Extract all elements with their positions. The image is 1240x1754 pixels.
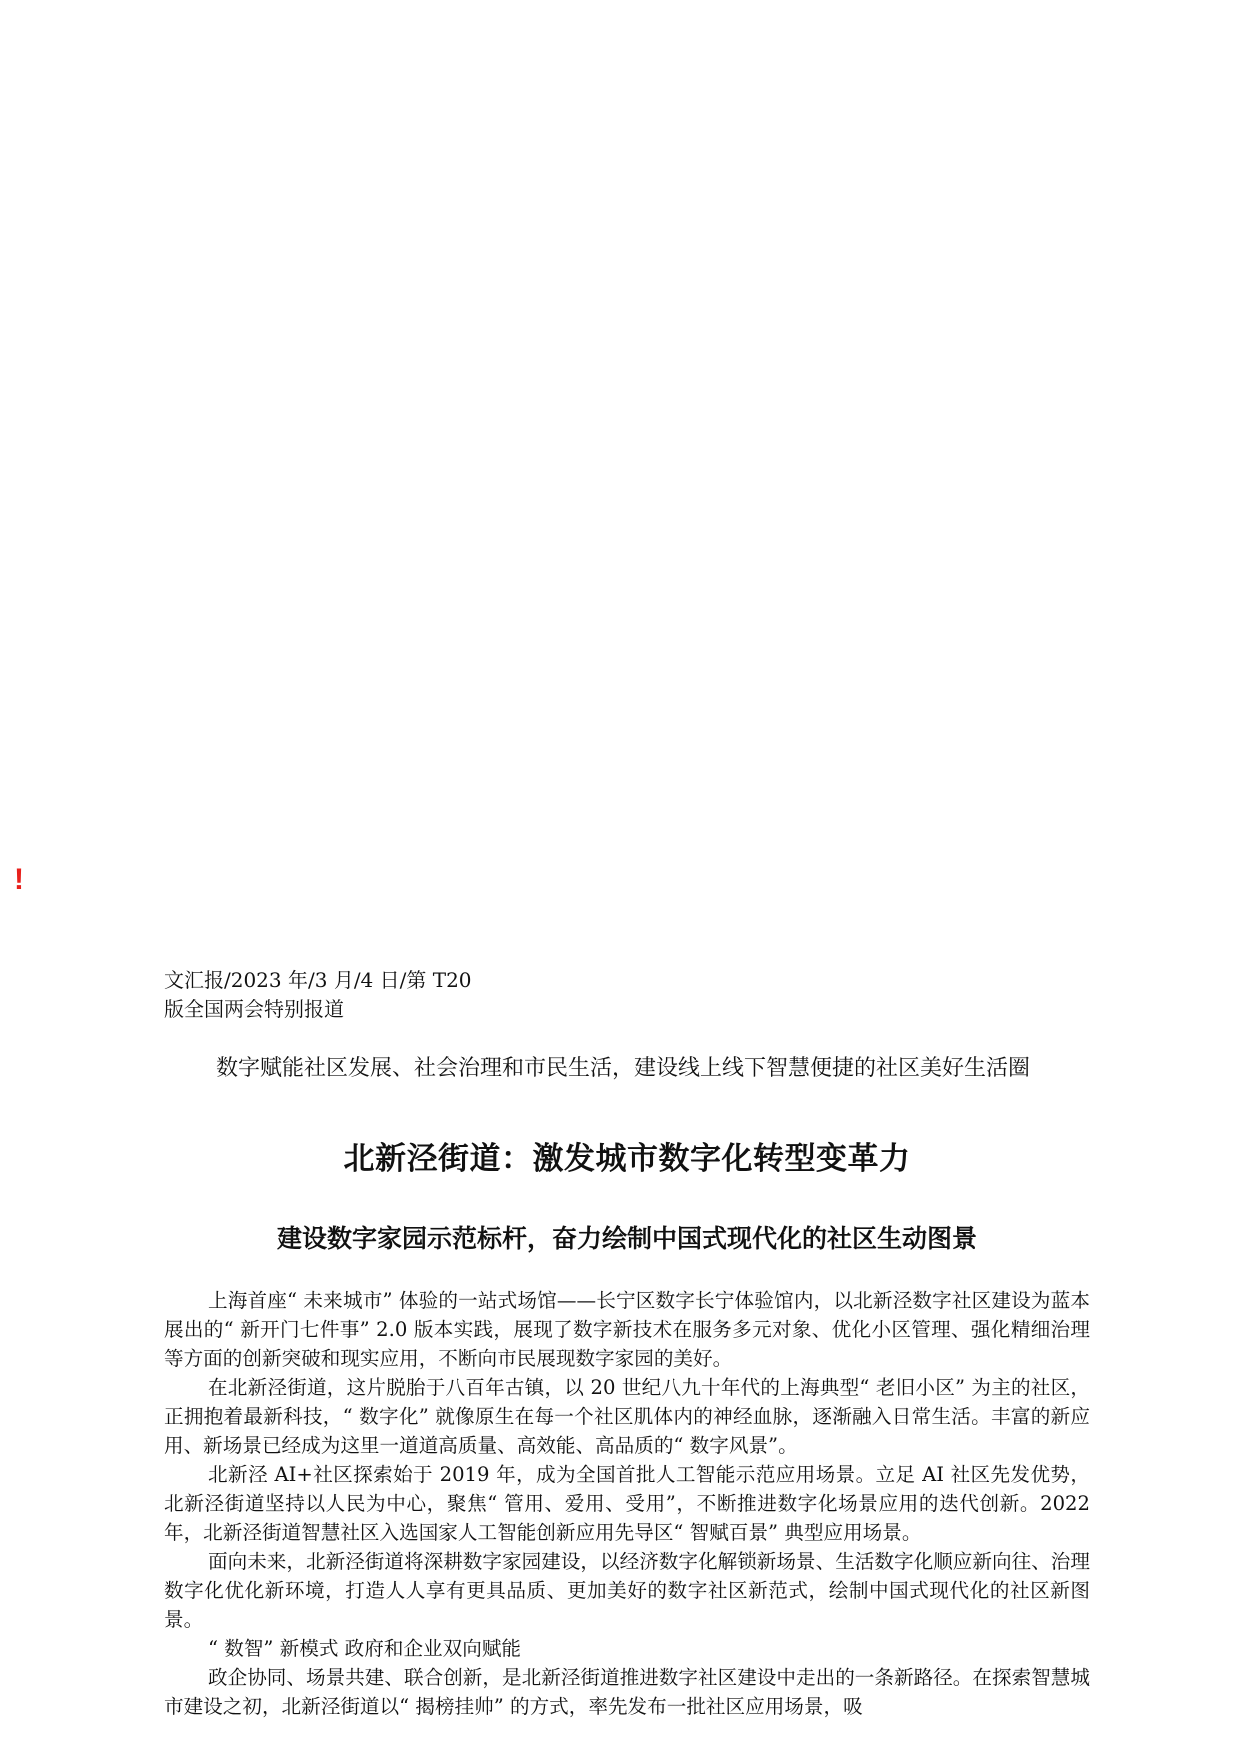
section-heading: “ 数智” 新模式 政府和企业双向赋能 <box>208 1637 522 1660</box>
source-line-2: 版全国两会特别报道 <box>164 997 344 1021</box>
body-paragraph: 政企协同、场景共建、联合创新，是北新泾街道推进数字社区建设中走出的一条新路径。在探索智慧城市建设之初，北新泾街道以“ 揭榜挂帅” 的方式，率先发布一批社区应用场景，吸 <box>164 1666 1090 1718</box>
body-paragraph: 上海首座“ 未来城市” 体验的一站式场馆——长宁区数字长宁体验馆内，以北新泾数字社区建设为蓝本展出的“ 新开门七件事” 2.0 版本实践，展现了数字新技术在服务多元对象、优化小区管理、强化精细治理等方面的创新突破和现实应用，不断向市民展现数字家园的美好。 <box>164 1289 1090 1370</box>
source-line <box>164 966 472 1024</box>
article-subheadline: 建设数字家园示范标杆，奋力绘制中国式现代化的社区生动图景 <box>276 1224 977 1253</box>
intro-tagline: 数字赋能社区发展、社会治理和市民生活，建设线上线下智慧便捷的社区美好生活圈 <box>216 1056 1031 1081</box>
article-headline: 北新泾街道：激发城市数字化转型变革力 <box>343 1141 911 1177</box>
body-paragraph: 在北新泾街道，这片脱胎于八百年古镇，以 20 世纪八九十年代的上海典型“ 老旧小区” 为主的社区，正拥抱着最新科技，“ 数字化” 就像原生在每一个社区肌体内的神经血脉，逐渐融入日常生活。丰富的新应用、新场景已经成为这里一道道高质量、高效能、高品质的“ 数字风景”。 <box>164 1376 1090 1457</box>
source-line-1: 文汇报/2023 年/3 月/4 日/第 T20 <box>164 968 472 992</box>
red-exclamation-mark: ! <box>14 863 24 896</box>
article-body <box>164 1286 1090 1721</box>
body-paragraph: 北新泾 AI+社区探索始于 2019 年，成为全国首批人工智能示范应用场景。立足 AI 社区先发优势，北新泾街道坚持以人民为中心，聚焦“ 管用、爱用、受用”，不断推进数字化场景应用的迭代创新。2022 年，北新泾街道智慧社区入选国家人工智能创新应用先导区“ 智赋百景” 典型应用场景。 <box>164 1463 1090 1544</box>
body-paragraph: 面向未来，北新泾街道将深耕数字家园建设，以经济数字化解锁新场景、生活数字化顺应新向往、治理数字化优化新环境，打造人人享有更具品质、更加美好的数字社区新范式，绘制中国式现代化的社区新图景。 <box>164 1550 1090 1631</box>
